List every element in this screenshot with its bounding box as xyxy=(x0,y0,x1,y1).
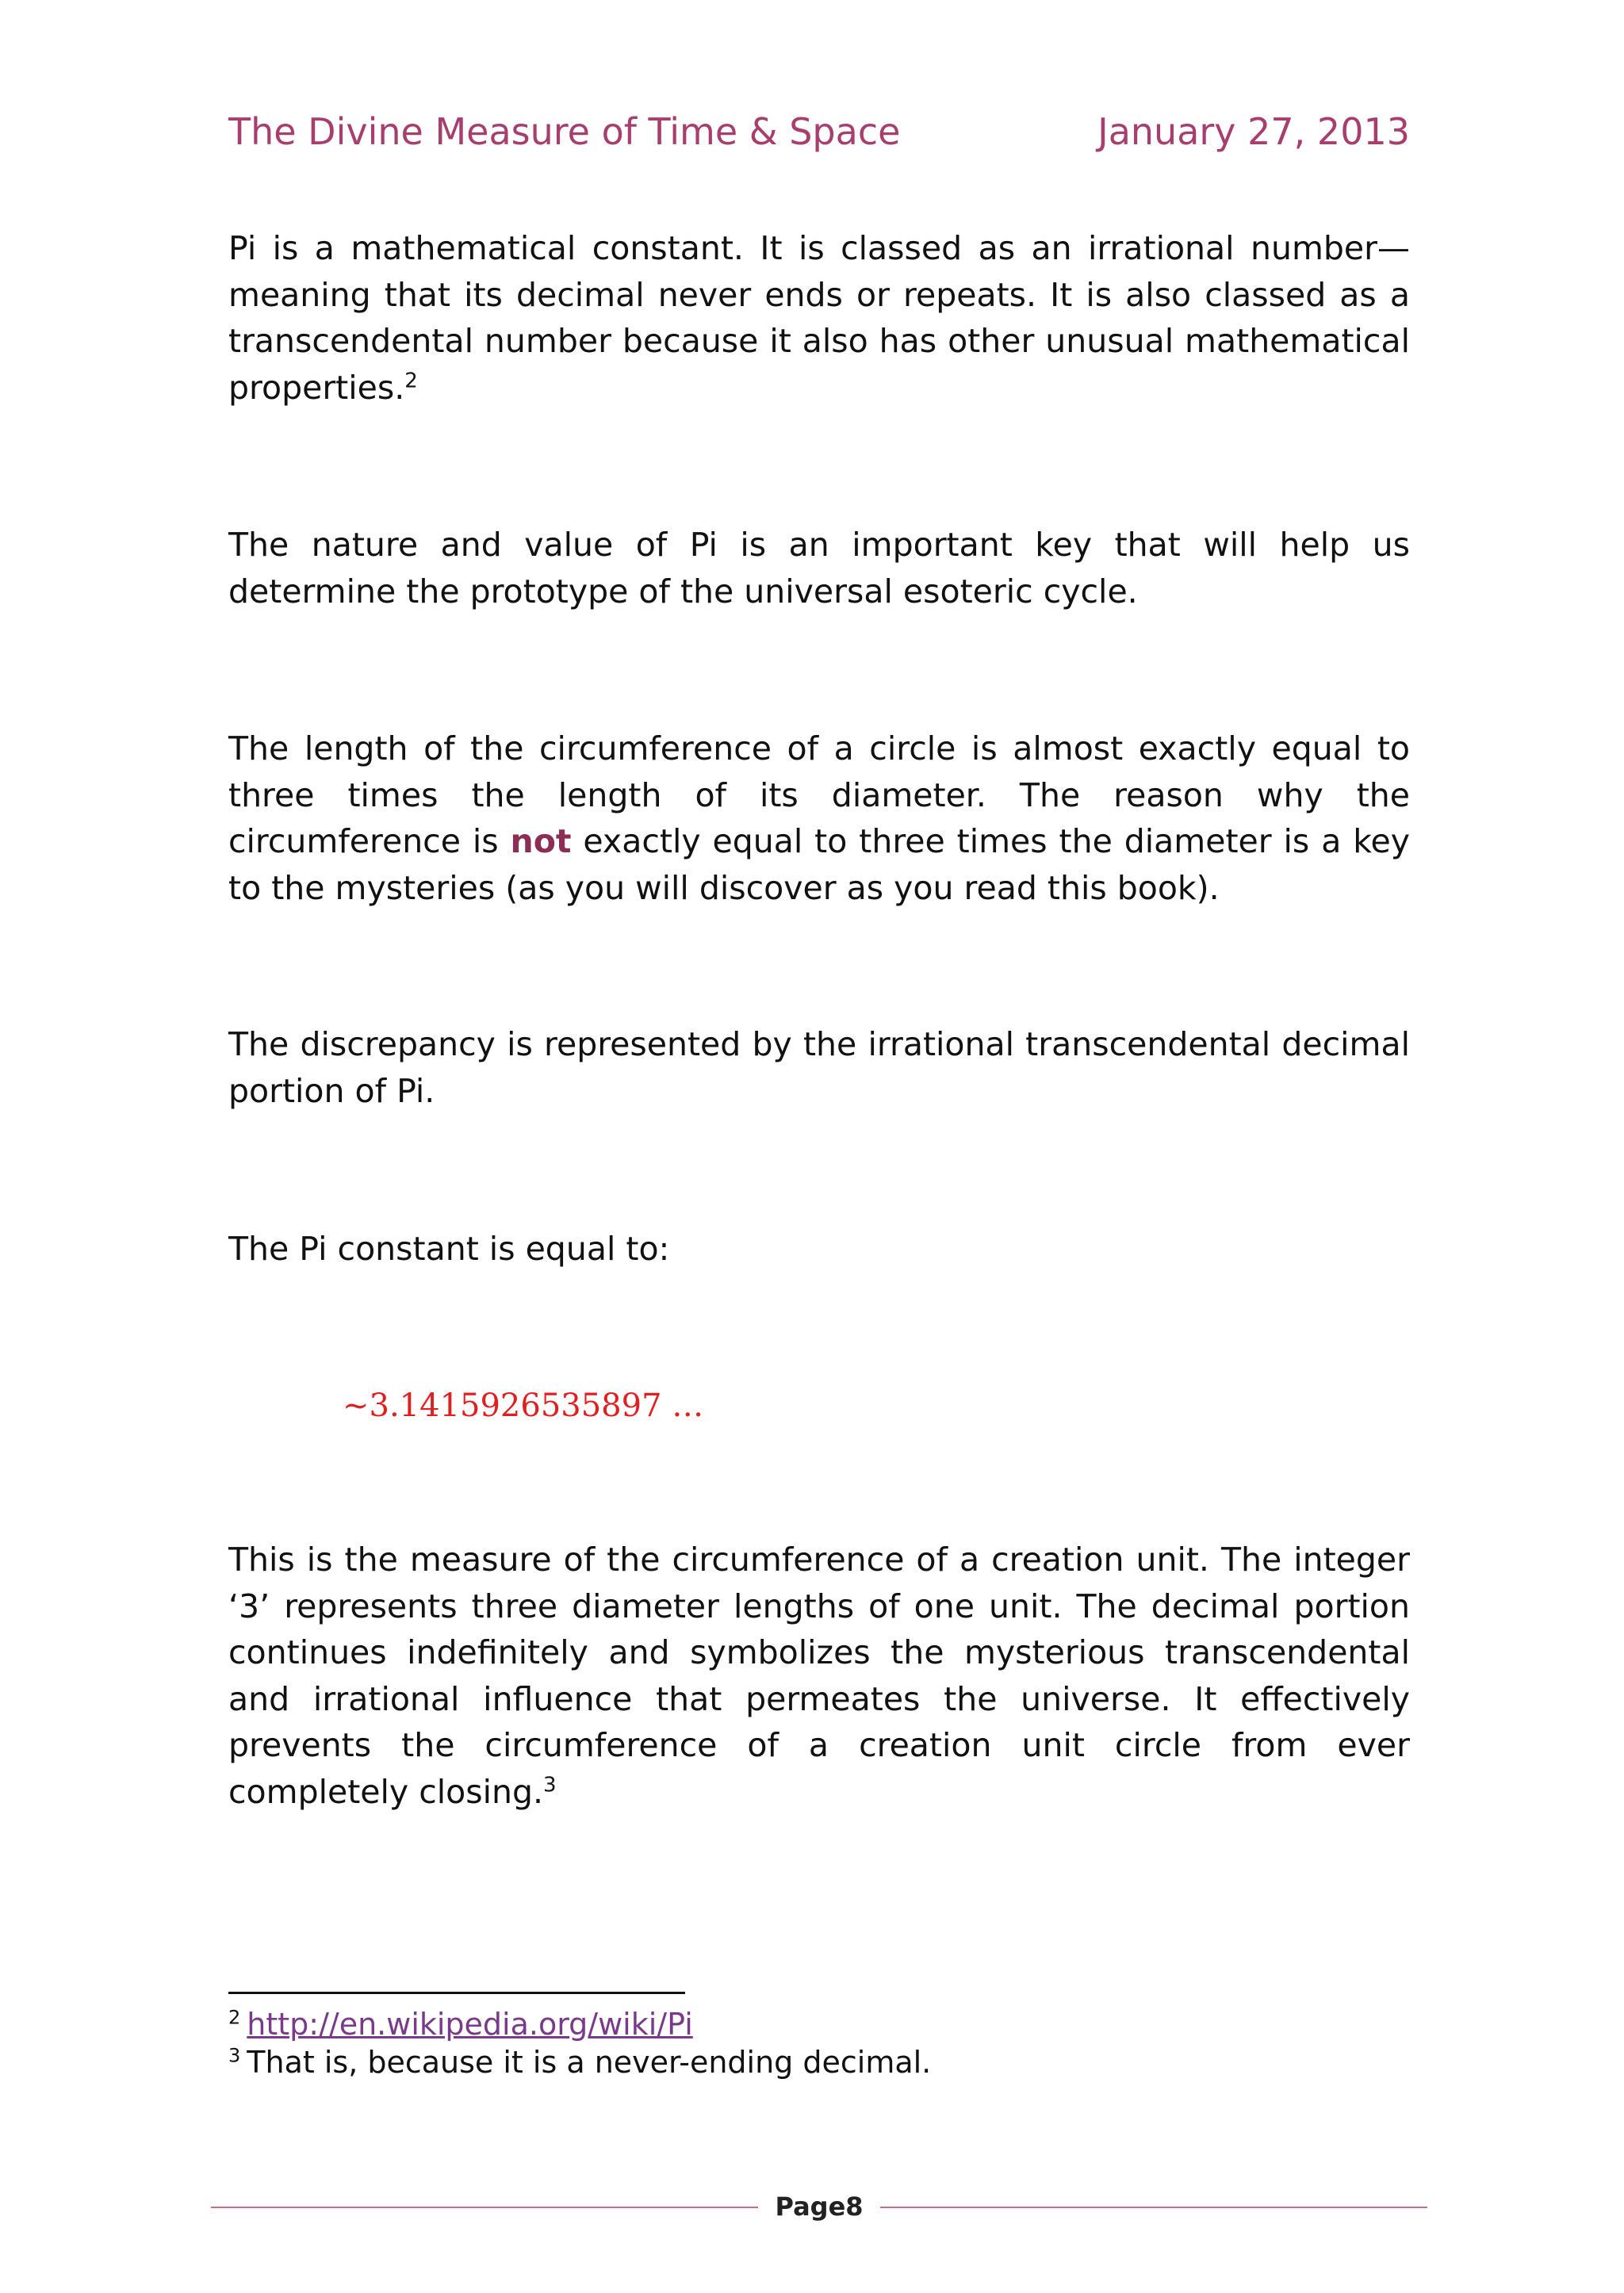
footnote-number: 3 xyxy=(228,2044,241,2067)
paragraph-text: The discrepancy is represented by the irrational transcendental decimal portion of Pi. xyxy=(228,1025,1410,1110)
paragraph-pi-key xyxy=(228,522,1410,614)
footnote-2 xyxy=(228,2006,693,2042)
paragraph-text-after: exactly equal to three times the diameter is a key to the mysteries (as you will discover as you read this book). xyxy=(228,822,1411,907)
footnote-3 xyxy=(228,2044,931,2081)
paragraph-pi-equal xyxy=(228,1226,1410,1273)
paragraph-text: The Pi constant is equal to: xyxy=(228,1230,670,1268)
running-header-title: The Divine Measure of Time & Space xyxy=(228,110,901,153)
paragraph-text: Pi is a mathematical constant. It is classed as an irrational number—meaning that its decimal never ends or repeats. It is also classed as a transcendental number because it also has other unusual mathematical properties. xyxy=(228,229,1410,407)
paragraph-pi-definition xyxy=(228,225,1410,411)
footnote-number: 2 xyxy=(228,2006,241,2029)
paragraph-text-before: The length of the circumference of a circle is almost exactly equal to three times the length of its diameter. The reason why the circumference is xyxy=(228,729,1410,860)
footnote-separator xyxy=(228,1992,685,1994)
footer-rule-left xyxy=(211,2207,758,2208)
emphasis-not: not xyxy=(510,822,572,860)
footnote-ref-2[interactable]: 2 xyxy=(404,368,418,392)
pi-value: ~3.1415926535897 … xyxy=(343,1388,704,1424)
paragraph-text: This is the measure of the circumference of a creation unit. The integer ‘3’ represents three diameter lengths of one unit. The decimal portion continues indefinitely and symbolizes the mysterious transcendental and irrational influence that permeates the universe. It effectively prevents the circumference of a creation unit circle from ever completely closing. xyxy=(228,1541,1410,1811)
paragraph-creation-unit xyxy=(228,1537,1410,1815)
footnote-link[interactable]: http://en.wikipedia.org/wiki/Pi xyxy=(247,2007,693,2042)
paragraph-circumference xyxy=(228,725,1410,911)
running-header-date: January 27, 2013 xyxy=(1097,110,1410,153)
footnote-text: That is, because it is a never-ending decimal. xyxy=(247,2045,932,2080)
footnote-ref-3[interactable]: 3 xyxy=(543,1772,557,1797)
paragraph-text: The nature and value of Pi is an important key that will help us determine the prototype of the universal esoteric cycle. xyxy=(228,526,1410,611)
paragraph-discrepancy xyxy=(228,1021,1410,1114)
footer-rule-right xyxy=(880,2207,1427,2208)
page-number: Page8 xyxy=(775,2192,864,2222)
